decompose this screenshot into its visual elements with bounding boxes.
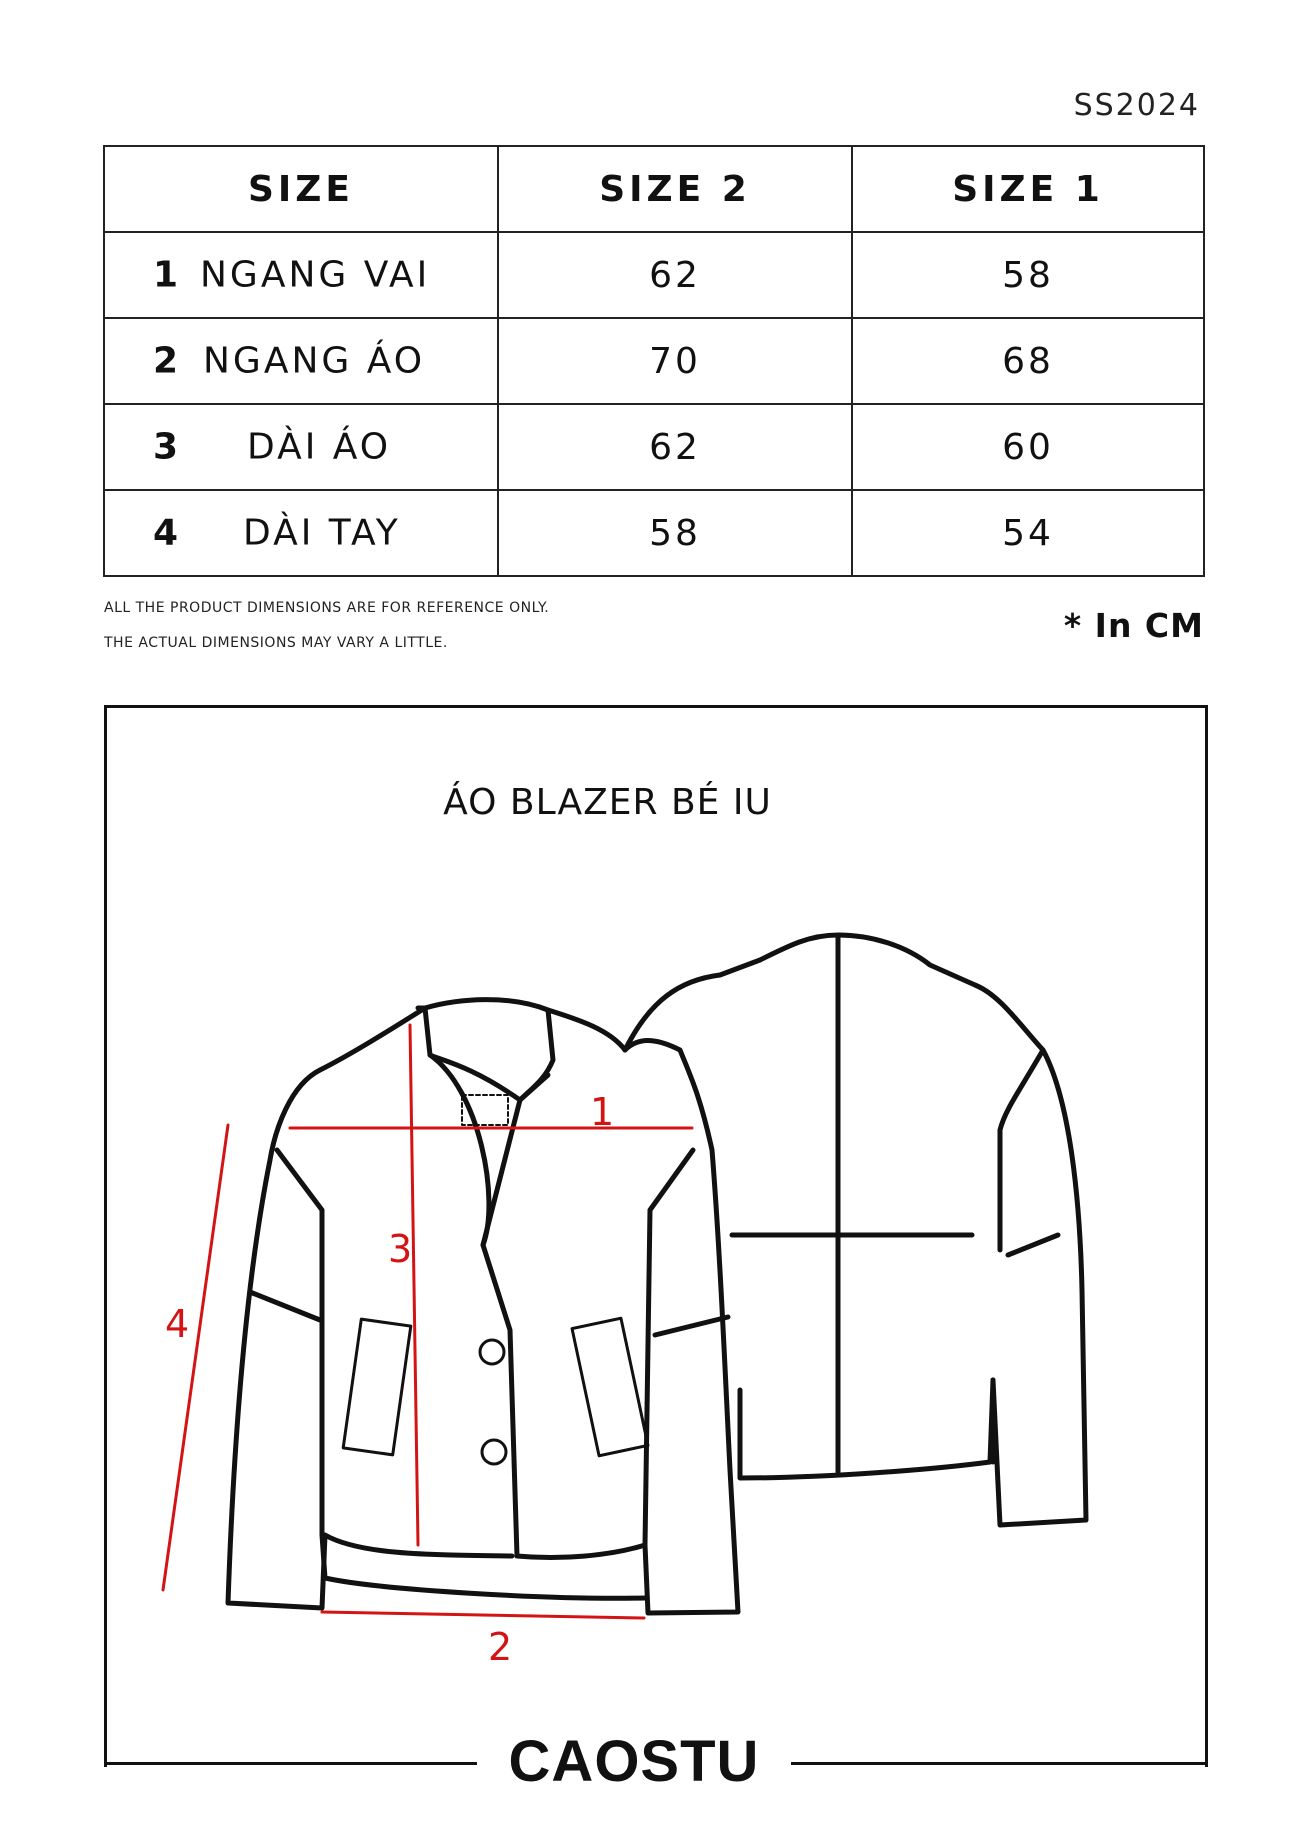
measure-number: 4	[153, 512, 182, 554]
size1-value: 60	[852, 404, 1204, 490]
pocket-left-drawing	[343, 1319, 411, 1455]
header-size-1: SIZE 1	[852, 146, 1204, 232]
measure-number: 3	[153, 426, 182, 468]
pocket-right-drawing	[572, 1318, 648, 1456]
jacket-back-drawing	[625, 935, 1086, 1525]
measure-label-3: 3	[388, 1227, 413, 1271]
size2-value: 58	[498, 490, 852, 576]
brand-logo: CAOSTU	[508, 1729, 760, 1794]
product-title: ÁO BLAZER BÉ IU	[443, 782, 772, 823]
measure-label: DÀI TAY	[243, 512, 401, 554]
measure-label: DÀI ÁO	[247, 426, 392, 468]
measure-line-3	[410, 1025, 418, 1545]
size1-value: 54	[852, 490, 1204, 576]
unit-label: * In CM	[1063, 606, 1204, 645]
size2-value: 62	[498, 232, 852, 318]
size1-value: 58	[852, 232, 1204, 318]
measure-label: NGANG VAI	[200, 254, 431, 296]
measure-label: NGANG ÁO	[203, 340, 426, 382]
season-code: SS2024	[1073, 88, 1200, 123]
measure-label-4: 4	[165, 1302, 190, 1346]
disclaimer-line-2: THE ACTUAL DIMENSIONS MAY VARY A LITTLE.	[104, 635, 448, 651]
measure-line-2	[322, 1612, 644, 1618]
measure-label-2: 2	[488, 1625, 513, 1669]
button-top-drawing	[480, 1340, 504, 1364]
measure-line-4	[163, 1125, 228, 1590]
size1-value: 68	[852, 318, 1204, 404]
size2-value: 62	[498, 404, 852, 490]
header-size-2: SIZE 2	[498, 146, 852, 232]
button-bottom-drawing	[482, 1440, 506, 1464]
measure-number: 1	[153, 254, 182, 296]
jacket-front-drawing	[228, 1000, 738, 1613]
measure-number: 2	[153, 340, 182, 382]
header-size: SIZE	[104, 146, 498, 232]
size2-value: 70	[498, 318, 852, 404]
disclaimer-line-1: ALL THE PRODUCT DIMENSIONS ARE FOR REFERENCE ONLY.	[104, 600, 550, 616]
measure-label-1: 1	[590, 1090, 615, 1134]
